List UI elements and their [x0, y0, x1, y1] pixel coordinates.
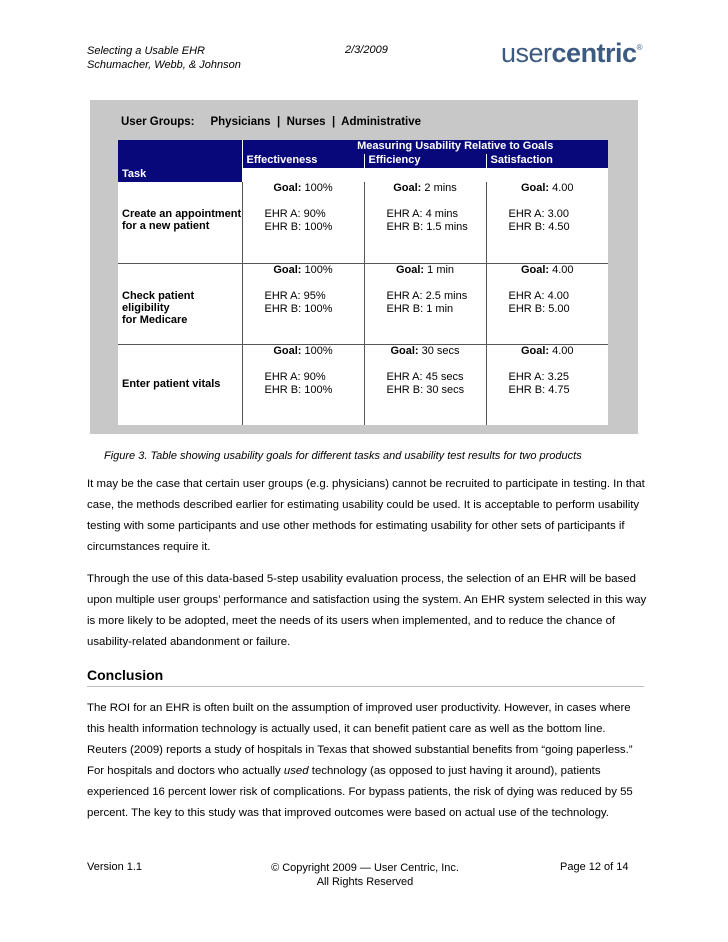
goal-effectiveness: Goal: 100%	[273, 182, 333, 194]
group-separator: |	[331, 116, 336, 128]
paragraph: Through the use of this data-based 5-step usability evaluation process, the selection of an EHR will be based upon multiple user groups’ performance and satisfaction using the system. An EHR system selected in this way is more likely to be adopted, meet the needs of its users when implemented, and to reduce the chance of usability-related abandonment or failure.	[87, 573, 647, 648]
ehr-a-value: EHR A: 3.00	[508, 208, 570, 220]
column-header-efficiency: Efficiency	[364, 154, 486, 168]
goal-efficiency: Goal: 30 secs	[390, 344, 460, 357]
ehr-a-value: EHR A: 95%	[264, 289, 326, 302]
figure-caption: Figure 3. Table showing usability goals for different tasks and usability test results for two products	[104, 450, 582, 462]
ehr-a-value: EHR A: 45 secs	[386, 370, 464, 383]
ehr-b-value: EHR B: 4.75	[508, 383, 570, 396]
ehr-b-value: EHR B: 4.50	[508, 221, 570, 233]
ehr-a-value: EHR A: 3.25	[508, 370, 570, 383]
logo-bold: centric	[551, 38, 637, 68]
ehr-a-value: EHR A: 90%	[264, 208, 326, 220]
user-groups-label: User Groups:	[121, 116, 195, 128]
goal-effectiveness: Goal: 100%	[273, 344, 333, 357]
table-row	[118, 263, 608, 344]
goal-effectiveness: Goal: 100%	[273, 263, 333, 276]
heading-rule	[87, 686, 644, 687]
ehr-b-value: EHR B: 100%	[264, 221, 333, 233]
ehr-b-value: EHR B: 100%	[264, 302, 333, 315]
table-row	[118, 344, 608, 425]
goal-satisfaction: Goal: 4.00	[520, 263, 574, 276]
goal-satisfaction: Goal: 4.00	[520, 344, 574, 357]
task-header: Task	[122, 168, 147, 180]
ehr-a-value: EHR A: 90%	[264, 370, 326, 383]
ehr-b-value: EHR B: 30 secs	[386, 383, 465, 396]
ehr-a-value: EHR A: 4 mins	[386, 208, 459, 220]
ehr-b-value: EHR B: 1.5 mins	[386, 221, 468, 233]
emphasis: used	[283, 765, 309, 777]
header-authors: Schumacher, Webb, & Johnson	[87, 59, 241, 71]
usability-results-rows	[118, 182, 608, 425]
group-nurses: Nurses	[286, 116, 326, 128]
ehr-b-value: EHR B: 5.00	[508, 302, 570, 315]
ehr-a-value: EHR A: 2.5 mins	[386, 289, 468, 302]
task-name: Create an appointment	[122, 208, 242, 220]
goal-efficiency: Goal: 1 min	[395, 263, 455, 276]
paragraph: The ROI for an EHR is often built on the assumption of improved user productivity. However, in cases where this health information technology is actually used, it can benefit patient care as well as the bottom line. Reuters (2009) reports a study of hospitals in Texas that showed substantial benefits from “going paperless.” For hospitals and doctors who actually used technology (as opposed to just having it around), patients experienced 16 percent lower risk of complications. For bypass patients, the risk of dying was reduced by 55 percent. The key to this study was that improved outcomes were based on actual use of the technology.	[87, 702, 633, 819]
table-row	[118, 182, 608, 263]
footer-copyright: © Copyright 2009 — User Centric, Inc. All Rights Reserved	[271, 862, 459, 888]
running-header	[87, 44, 241, 72]
table-title: Measuring Usability Relative to Goals	[242, 140, 608, 154]
task-name-cont: for a new patient	[122, 220, 210, 232]
group-physicians: Physicians	[210, 116, 271, 128]
task-name: Check patient eligibility	[122, 289, 195, 314]
goal-efficiency: Goal: 2 mins	[393, 182, 457, 194]
group-separator: |	[276, 116, 281, 128]
ehr-b-value: EHR B: 1 min	[386, 302, 454, 315]
ehr-a-value: EHR A: 4.00	[508, 289, 570, 302]
header-title: Selecting a Usable EHR	[87, 45, 206, 57]
usercentric-logo	[501, 38, 642, 69]
ehr-b-value: EHR B: 100%	[264, 383, 333, 396]
group-administrative: Administrative	[341, 116, 422, 128]
column-header-effectiveness: Effectiveness	[242, 154, 364, 168]
task-name: Enter patient vitals	[122, 377, 221, 390]
user-groups-line	[121, 116, 421, 128]
paragraph: It may be the case that certain user groups (e.g. physicians) cannot be recruited to participate in testing. In that case, the methods described earlier for estimating usability could be used. It is acceptable to perform usability testing with some participants and use other methods for estimating usability for other sets of participants if circumstances require it.	[87, 478, 645, 553]
logo-mark: ®	[636, 43, 642, 52]
column-header-satisfaction: Satisfaction	[486, 154, 608, 168]
header-date: 2/3/2009	[345, 44, 388, 56]
footer-version: Version 1.1	[87, 861, 143, 873]
footer-page-number: Page 12 of 14	[560, 861, 629, 873]
task-name-cont: for Medicare	[122, 313, 188, 326]
section-heading: Conclusion	[87, 667, 164, 683]
usability-goals-table	[118, 140, 608, 182]
logo-light: user	[501, 38, 552, 68]
goal-satisfaction: Goal: 4.00	[520, 182, 574, 194]
